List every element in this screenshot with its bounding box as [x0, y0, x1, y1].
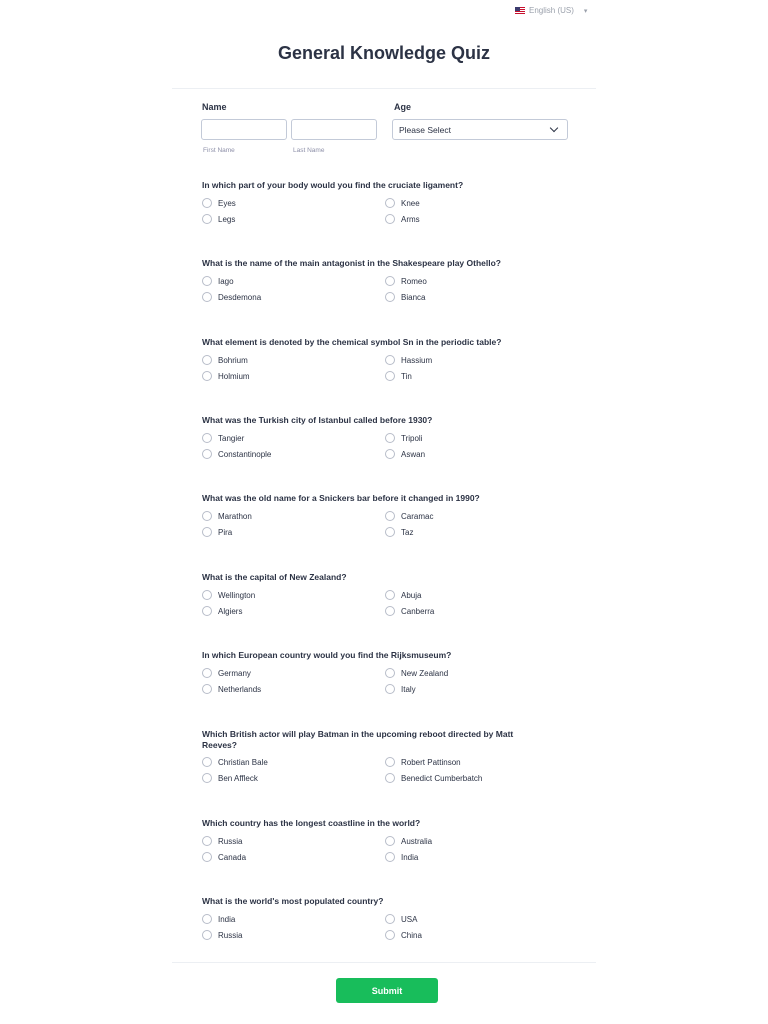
radio-circle-icon[interactable]: [385, 433, 395, 443]
radio-option[interactable]: [202, 198, 236, 208]
submit-button[interactable]: Submit: [336, 978, 438, 1003]
radio-circle-icon[interactable]: [385, 355, 395, 365]
radio-option[interactable]: [385, 214, 420, 224]
radio-option[interactable]: [202, 511, 252, 521]
radio-option[interactable]: [202, 449, 271, 459]
name-label: Name: [202, 102, 227, 112]
radio-option-label: Italy: [401, 684, 416, 694]
radio-circle-icon[interactable]: [385, 590, 395, 600]
radio-circle-icon[interactable]: [385, 684, 395, 694]
radio-circle-icon[interactable]: [202, 276, 212, 286]
radio-option-label: Benedict Cumberbatch: [401, 773, 483, 783]
radio-option[interactable]: [385, 449, 425, 459]
radio-circle-icon[interactable]: [202, 684, 212, 694]
radio-option-label: Christian Bale: [218, 757, 268, 767]
language-label: English (US): [529, 6, 574, 15]
radio-circle-icon[interactable]: [202, 668, 212, 678]
radio-option[interactable]: [202, 836, 242, 846]
radio-option[interactable]: [202, 433, 244, 443]
radio-circle-icon[interactable]: [202, 198, 212, 208]
radio-option[interactable]: [385, 590, 421, 600]
radio-option[interactable]: [385, 757, 461, 767]
age-label: Age: [394, 102, 412, 112]
radio-option[interactable]: [385, 511, 433, 521]
radio-circle-icon[interactable]: [385, 773, 395, 783]
radio-option[interactable]: [202, 684, 261, 694]
radio-option-label: India: [218, 914, 236, 924]
radio-option[interactable]: [385, 276, 427, 286]
radio-option-label: Romeo: [401, 276, 427, 286]
radio-option-label: Wellington: [218, 590, 256, 600]
radio-option[interactable]: [202, 276, 234, 286]
radio-circle-icon[interactable]: [385, 668, 395, 678]
radio-option-label: Holmium: [218, 371, 250, 381]
radio-option-label: Russia: [218, 836, 243, 846]
footer-divider: [172, 962, 596, 963]
radio-option[interactable]: [202, 214, 235, 224]
radio-option[interactable]: [385, 606, 434, 616]
chevron-down-icon: ▾: [583, 7, 588, 15]
question-text: What was the Turkish city of Istanbul called before 1930?: [202, 415, 433, 425]
radio-option[interactable]: [202, 930, 242, 940]
radio-option-label: Aswan: [401, 449, 426, 459]
radio-option[interactable]: [385, 355, 432, 365]
radio-option[interactable]: [202, 914, 235, 924]
radio-circle-icon[interactable]: [202, 852, 212, 862]
radio-option-label: Legs: [218, 214, 236, 224]
radio-option-label: Robert Pattinson: [401, 757, 461, 767]
radio-option-label: Ben Affleck: [218, 773, 258, 783]
radio-option[interactable]: [202, 371, 250, 381]
radio-option-label: Tin: [401, 371, 412, 381]
last-name-input[interactable]: [291, 119, 377, 140]
radio-circle-icon[interactable]: [385, 852, 395, 862]
radio-option-label: Canberra: [401, 606, 435, 616]
question-text: What is the name of the main antagonist in the Shakespeare play Othello?: [202, 258, 501, 268]
radio-circle-icon[interactable]: [202, 914, 212, 924]
radio-option[interactable]: [385, 668, 448, 678]
first-name-sublabel: First Name: [203, 147, 235, 154]
radio-option-label: Hassium: [401, 355, 433, 365]
radio-option[interactable]: [385, 433, 422, 443]
radio-circle-icon[interactable]: [202, 214, 212, 224]
radio-option[interactable]: [202, 773, 258, 783]
question-text: Which country has the longest coastline in the world?: [202, 818, 421, 828]
radio-option-label: Caramac: [401, 511, 434, 521]
radio-option-label: Netherlands: [218, 684, 262, 694]
radio-option-label: Russia: [218, 930, 243, 940]
language-selector[interactable]: [515, 6, 587, 15]
radio-option-label: Algiers: [218, 606, 243, 616]
radio-option-label: Iago: [218, 276, 234, 286]
radio-option-label: Knee: [401, 198, 420, 208]
radio-option-label: Germany: [218, 668, 251, 678]
radio-option[interactable]: [385, 852, 418, 862]
radio-option-label: Arms: [401, 214, 420, 224]
last-name-sublabel: Last Name: [293, 147, 325, 154]
radio-option[interactable]: [385, 773, 482, 783]
radio-option[interactable]: [385, 930, 422, 940]
radio-option[interactable]: [385, 292, 425, 302]
age-select[interactable]: [392, 119, 568, 140]
radio-option-label: Constantinople: [218, 449, 272, 459]
radio-circle-icon[interactable]: [202, 757, 212, 767]
radio-circle-icon[interactable]: [385, 292, 395, 302]
radio-option-label: Australia: [401, 836, 433, 846]
us-flag-icon: [515, 7, 525, 14]
radio-circle-icon[interactable]: [202, 590, 212, 600]
radio-circle-icon[interactable]: [385, 214, 395, 224]
question-text: What element is denoted by the chemical symbol Sn in the periodic table?: [202, 337, 502, 347]
radio-circle-icon[interactable]: [385, 511, 395, 521]
radio-circle-icon[interactable]: [385, 371, 395, 381]
radio-circle-icon[interactable]: [202, 930, 212, 940]
radio-option-label: USA: [401, 914, 418, 924]
radio-option-label: China: [401, 930, 422, 940]
radio-option-label: Taz: [401, 527, 414, 537]
radio-option[interactable]: [202, 668, 251, 678]
radio-option[interactable]: [202, 292, 261, 302]
radio-option[interactable]: [202, 355, 248, 365]
radio-option-label: Abuja: [401, 590, 422, 600]
radio-option-label: New Zealand: [401, 668, 449, 678]
radio-option-label: Marathon: [218, 511, 252, 521]
question-text: What was the old name for a Snickers bar before it changed in 1990?: [202, 493, 480, 503]
radio-circle-icon[interactable]: [202, 527, 212, 537]
radio-circle-icon[interactable]: [202, 606, 212, 616]
radio-option-label: Desdemona: [218, 292, 262, 302]
radio-option[interactable]: [385, 914, 417, 924]
radio-option-label: India: [401, 852, 419, 862]
radio-option-label: Bianca: [401, 292, 426, 302]
radio-option[interactable]: [385, 684, 416, 694]
question-text: What is the world's most populated country?: [202, 896, 384, 906]
radio-circle-icon[interactable]: [385, 914, 395, 924]
radio-option-label: Bohrium: [218, 355, 248, 365]
radio-circle-icon[interactable]: [385, 930, 395, 940]
radio-option-label: Tripoli: [401, 433, 423, 443]
radio-option-label: Pira: [218, 527, 233, 537]
first-name-input[interactable]: [201, 119, 287, 140]
radio-circle-icon[interactable]: [202, 836, 212, 846]
question-text: In which part of your body would you find the cruciate ligament?: [202, 180, 464, 190]
radio-circle-icon[interactable]: [202, 371, 212, 381]
radio-option[interactable]: [385, 527, 413, 537]
radio-circle-icon[interactable]: [202, 511, 212, 521]
radio-circle-icon[interactable]: [202, 433, 212, 443]
radio-option[interactable]: [202, 852, 246, 862]
radio-circle-icon[interactable]: [385, 527, 395, 537]
radio-option[interactable]: [385, 198, 420, 208]
radio-circle-icon[interactable]: [385, 757, 395, 767]
radio-circle-icon[interactable]: [385, 606, 395, 616]
header-divider: [172, 88, 596, 89]
radio-circle-icon[interactable]: [202, 773, 212, 783]
page-title: General Knowledge Quiz: [277, 43, 491, 63]
radio-circle-icon[interactable]: [385, 449, 395, 459]
radio-option[interactable]: [202, 590, 255, 600]
question-text: Which British actor will play Batman in the upcoming reboot directed by Matt Reeves?: [202, 729, 514, 750]
radio-option-label: Canada: [218, 852, 247, 862]
radio-option[interactable]: [202, 757, 268, 767]
radio-option-label: Tangier: [218, 433, 245, 443]
question-text: In which European country would you find the Rijksmuseum?: [202, 650, 452, 660]
radio-circle-icon[interactable]: [385, 276, 395, 286]
radio-option-label: Eyes: [218, 198, 236, 208]
radio-circle-icon[interactable]: [202, 292, 212, 302]
radio-circle-icon[interactable]: [202, 355, 212, 365]
radio-option[interactable]: [202, 606, 242, 616]
radio-circle-icon[interactable]: [385, 198, 395, 208]
radio-option[interactable]: [202, 527, 232, 537]
chevron-down-icon: [550, 124, 558, 132]
question-text: What is the capital of New Zealand?: [202, 572, 347, 582]
radio-circle-icon[interactable]: [385, 836, 395, 846]
radio-option[interactable]: [385, 371, 412, 381]
age-select-value: Please Select: [399, 124, 451, 135]
radio-option[interactable]: [385, 836, 432, 846]
radio-circle-icon[interactable]: [202, 449, 212, 459]
